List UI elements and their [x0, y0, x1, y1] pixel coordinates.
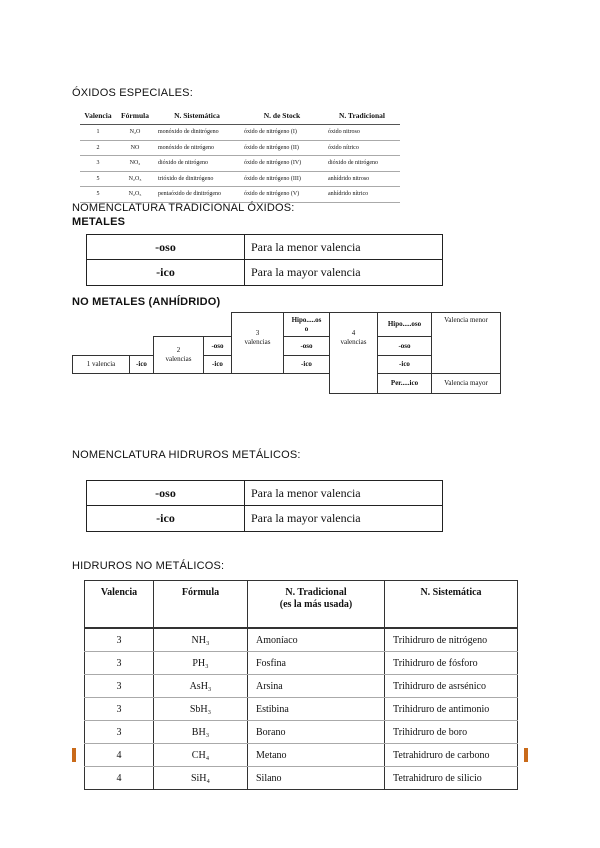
cell: NO [116, 140, 154, 156]
cell: SbH₃ [154, 698, 248, 721]
table-row [85, 698, 518, 721]
table-row [80, 125, 400, 141]
cell-3-valencias [231, 312, 284, 374]
cell: 4 [85, 744, 154, 767]
cell: Silano [248, 767, 385, 790]
cell: CH₄ [154, 744, 248, 767]
cell-4-per: Per.....ico [377, 373, 432, 394]
table-row [80, 171, 400, 187]
header-valencia: Valencia [80, 106, 116, 125]
valencia-number: 3 [255, 329, 260, 337]
table-row [85, 767, 518, 790]
cell-3-oso: -oso [283, 336, 330, 356]
cell-description: Para la menor valencia [245, 235, 443, 260]
cell: dióxido de nitrógeno [324, 156, 400, 172]
cell: óxido de nitrógeno (I) [240, 125, 324, 141]
cell-3-hipo: Hipo.....os o [283, 312, 330, 337]
cell-valencia-menor: Valencia menor [431, 312, 501, 374]
cell: Fosfina [248, 652, 385, 675]
cell-1-ico: -ico [129, 355, 154, 374]
cell: 3 [85, 675, 154, 698]
cell: óxido nítrico [324, 140, 400, 156]
cell-2-ico: -ico [203, 355, 232, 374]
cell: Metano [248, 744, 385, 767]
cell: trióxido de dinitrógeno [154, 171, 240, 187]
cell: AsH₃ [154, 675, 248, 698]
valencia-number: 2 [176, 346, 181, 354]
cell: N₂O [116, 125, 154, 141]
hidruros-metalicos-table [86, 480, 443, 532]
header-sistematica: N. Sistemática [385, 581, 518, 629]
header-tradicional: N. Tradicional (es la más usada) [248, 581, 385, 629]
cell: óxido de nitrógeno (V) [240, 187, 324, 203]
cell: 3 [85, 721, 154, 744]
cell-valencia-mayor: Valencia mayor [431, 373, 501, 394]
cell-2-valencias [153, 336, 204, 374]
header-valencia: Valencia [85, 581, 154, 629]
cell-2-oso: -oso [203, 336, 232, 356]
right-accent-bar [524, 748, 528, 762]
cell: Trihidruro de nitrógeno [385, 628, 518, 652]
cell: óxido de nitrógeno (III) [240, 171, 324, 187]
header-sistematica: N. Sistemática [154, 106, 240, 125]
cell: NO₂ [116, 156, 154, 172]
cell: 3 [80, 156, 116, 172]
cell: 3 [85, 698, 154, 721]
table-header-row [85, 581, 518, 629]
cell: SiH₄ [154, 767, 248, 790]
valencia-label: valencias [244, 338, 271, 346]
cell: Trihidruro de boro [385, 721, 518, 744]
table-row [80, 187, 400, 203]
table-row [87, 481, 443, 506]
cell: 2 [80, 140, 116, 156]
table-row [87, 506, 443, 532]
cell: 4 [116, 772, 122, 784]
table-row [85, 721, 518, 744]
cell: N₂O₅ [116, 187, 154, 203]
cell: Trihidruro de fósforo [385, 652, 518, 675]
valencia-label: valencias [340, 338, 367, 346]
cell: Tetrahidruro de carbono [385, 744, 518, 767]
cell: monóxido de dinitrógeno [154, 125, 240, 141]
cell: Trihidruro de asrsénico [385, 675, 518, 698]
table-row [85, 652, 518, 675]
cell: anhídrido nitroso [324, 171, 400, 187]
cell-1-valencia: 1 valencia [72, 355, 130, 374]
cell: Estibina [248, 698, 385, 721]
cell: óxido nitroso [324, 125, 400, 141]
cell: BH₃ [154, 721, 248, 744]
heading-oxidos-especiales: ÓXIDOS ESPECIALES: [72, 87, 193, 99]
cell: óxido de nitrógeno (II) [240, 140, 324, 156]
cell-suffix: -ico [87, 260, 245, 286]
table-row [87, 260, 443, 286]
heading-metales: METALES [72, 216, 126, 228]
metales-table [86, 234, 443, 286]
left-accent-bar [72, 748, 76, 762]
heading-nomenclatura-tradicional: NOMENCLATURA TRADICIONAL ÓXIDOS: [72, 202, 295, 214]
cell-description: Para la mayor valencia [245, 260, 443, 286]
table-row [80, 140, 400, 156]
cell: dióxido de nitrógeno [154, 156, 240, 172]
valencia-number: 4 [351, 329, 356, 337]
cell: 3 [85, 652, 154, 675]
heading-hidruros-no-metalicos: HIDRUROS NO METÁLICOS: [72, 560, 225, 572]
cell: 5 [80, 171, 116, 187]
table-row [85, 675, 518, 698]
cell: óxido de nitrógeno (IV) [240, 156, 324, 172]
header-stock: N. de Stock [240, 106, 324, 125]
cell-suffix: -oso [87, 235, 245, 260]
cell: NH₃ [154, 628, 248, 652]
cell-description: Para la mayor valencia [245, 506, 443, 532]
cell-4-hipo: Hipo.....oso [377, 312, 432, 337]
table-header-row [80, 106, 400, 125]
table-row [80, 156, 400, 172]
cell: 5 [80, 187, 116, 203]
cell: 3 [85, 628, 154, 652]
cell-4-valencias [329, 312, 378, 394]
cell: Trihidruro de antimonio [385, 698, 518, 721]
header-tradicional: N. Tradicional [324, 106, 400, 125]
cell: Borano [248, 721, 385, 744]
cell: Amoníaco [248, 628, 385, 652]
oxidos-especiales-table [80, 106, 400, 203]
valencia-label: valencias [165, 355, 192, 363]
cell: anhídrido nítrico [324, 187, 400, 203]
cell-3-ico: -ico [283, 355, 330, 374]
header-formula: Fórmula [116, 106, 154, 125]
cell: Arsina [248, 675, 385, 698]
cell: Tetrahidruro de silicio [385, 767, 518, 790]
hidruros-no-metalicos-table [84, 580, 518, 790]
cell-description: Para la menor valencia [245, 481, 443, 506]
heading-hidruros-metalicos: NOMENCLATURA HIDRUROS METÁLICOS: [72, 449, 301, 461]
cell: 1 [80, 125, 116, 141]
cell: monóxido de nitrógeno [154, 140, 240, 156]
table-row [85, 744, 518, 767]
header-formula: Fórmula [154, 581, 248, 629]
cell-suffix: -ico [87, 506, 245, 532]
cell-suffix: -oso [87, 481, 245, 506]
cell-4-ico: -ico [377, 355, 432, 374]
cell: PH₃ [154, 652, 248, 675]
cell: N₂O₃ [116, 171, 154, 187]
heading-no-metales: NO METALES (ANHÍDRIDO) [72, 296, 221, 308]
cell-4-oso: -oso [377, 336, 432, 356]
table-row [87, 235, 443, 260]
table-row [85, 628, 518, 652]
cell: pentaóxido de dinitrógeno [154, 187, 240, 203]
